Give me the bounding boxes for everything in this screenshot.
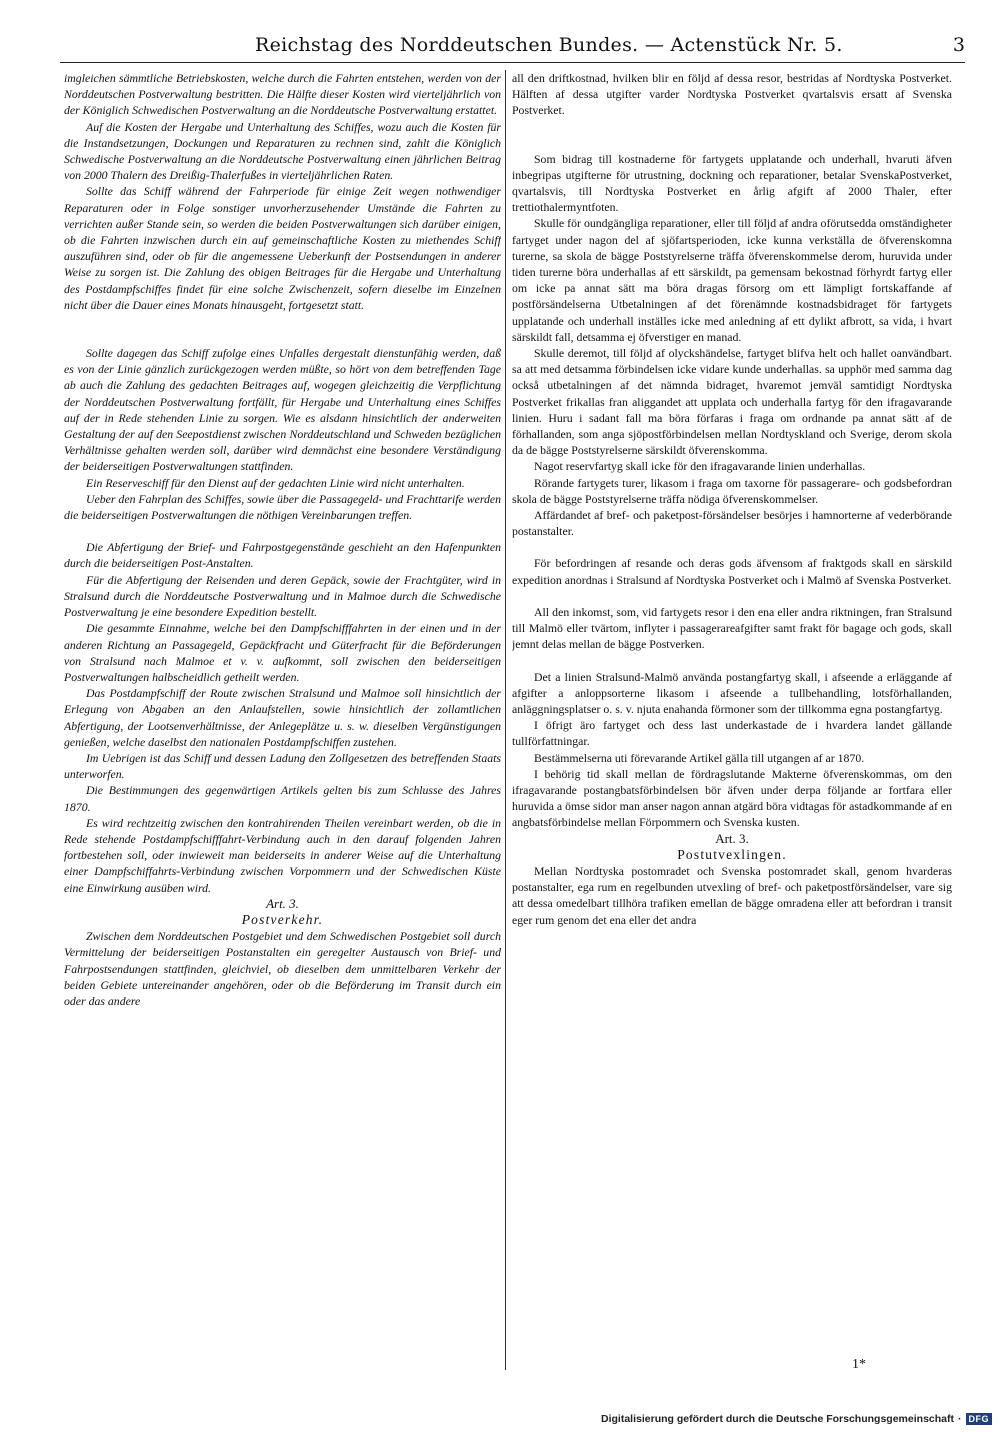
signature-mark: 1* — [852, 1357, 866, 1372]
paragraph: Nagot reservfartyg skall icke för den ifragavarande linien underhallas. — [534, 459, 866, 474]
paragraph: Affärdandet af bref- och paketpost-försändelser besörjes i hamnorterne af vederbörande postanstalter. — [512, 508, 952, 539]
paragraph: Det a linien Stralsund-Malmö använda postangfartyg skall, i afseende a erläggande af afgifter a anloppsorterne likasom i afseende a tullbehandling, lotsförhallanden, anläggningsplatser o. s. v. njuta enahanda förmoner som der tillkomma egna postangfartyg. — [512, 669, 952, 716]
paragraph: Das Postdampfschiff der Route zwischen Stralsund und Malmoe soll hinsichtlich der Erlegung von Abgaben an den Anlaufstellen, sowie hinsichtlich der zollamtlichen Abfertigung, der Lootsenverhältnisse, der Anlegeplätze u. s. w. dieselben Vergünstigungen genießen, welche daselbst den nationalen Postdampfschiffen zustehen. — [64, 686, 501, 749]
paragraph: Die Abfertigung der Brief- und Fahrpostgegenstände geschieht an den Hafenpunkten durch die beiderseitigen Post-Anstalten. — [64, 540, 501, 571]
left-column-german — [64, 70, 501, 1370]
paragraph: I öfrigt äro fartyget och dess last underkastade de i hvardera landet gällande tullförfattningar. — [512, 718, 952, 749]
paragraph: För befordringen af resande och deras gods äfvensom af fraktgods skall en särskild expedition anordnas i Stralsund af Nordtyska Postverket och i Malmö af Svenska Postverket. — [512, 556, 952, 587]
article-subtitle: Postverkehr. — [241, 911, 324, 927]
paragraph: Für die Abfertigung der Reisenden und deren Gepäck, sowie der Frachtgüter, wird in Stralsund durch die Norddeutsche Postverwaltung und in Malmoe durch die Schwedische Postverwaltung je eine besondere Expedition bestellt. — [64, 572, 501, 620]
dfg-logo[interactable]: DFG — [966, 1413, 993, 1425]
article-title: Art. 3. — [266, 895, 299, 911]
paragraph: Rörande fartygets turer, likasom i fraga om taxorne för passagerare- och godsbefordran skola de bägge Poststyrelserne träffa nödiga öfverenskommelser. — [512, 475, 952, 506]
paragraph: Zwischen dem Norddeutschen Postgebiet und dem Schwedischen Postgebiet soll durch Vermittelung der beiderseitigen Postanstalten ein geregelter Austausch von Brief- und Fahrpostsendungen stattfinden, gleichviel, ob dieselben dem unmittelbaren Verkehr der beiden Gebiete untereinander angehören, oder ob die Beförderung im Transit durch ein oder das andere — [64, 929, 501, 1008]
paragraph: Sollte das Schiff während der Fahrperiode für einige Zeit wegen nothwendiger Reparaturen oder in Folge sonstiger unvorherzusehender Umstände die Fahrten zu verrichten außer Stande sein, so werden die beiden Postverwaltungen sich darüber einigen, ob die Fahrten inzwischen durch ein auf gemeinschaftliche Kosten zu miethendes Schiff auszuführen sind, oder ob für die angemessene Ueberkunft der Postsendungen in anderer Weise zu sorgen ist. Die Zahlung des obigen Beitrages für die Hergabe und Unterhaltung des Postdampfschiffes findet für eine solche Zwischenzeit, sofern dieselbe im Einzelnen nicht über die Dauer eines Monats hinausgeht, fortgesetzt statt. — [64, 184, 501, 312]
footer — [601, 1411, 992, 1427]
paragraph: Ueber den Fahrplan des Schiffes, sowie über die Passagegeld- und Frachttarife werden die beiderseitigen Postverwaltungen die nöthigen Vereinbarungen treffen. — [64, 491, 501, 523]
paragraph: All den inkomst, som, vid fartygets resor i den ena eller andra riktningen, fran Stralsund till Malmö eller tvärtom, inflyter i passagerareafgifter samt frakt för bagage och gods, skall jemnt delas mellan de bägge Postverken. — [512, 604, 952, 652]
paragraph: Sollte dagegen das Schiff zufolge eines Unfalles dergestalt dienstunfähig werden, daß es von der Linie gänzlich zurückgezogen werden müßte, so hört von dem betreffenden Tage ab auch die Zahlung des gedachten Beitrages auf, wogegen gleichzeitig die Verpflichtung der Norddeutschen Postverwaltung fortfällt, für Hergabe und Unterhaltung eines Schiffes auf der in Rede stehenden Linie zu sorgen. Wie es alsdann hinsichtlich der anderweiten Gestaltung der auf den Seepostdienst zwischen Norddeutschland und Schweden bezüglichen Verhältnisse gehalten werden soll, darüber wird demnächst eine besondere Verständigung der beiderseitigen Postverwaltungen stattfinden. — [64, 346, 501, 474]
page-number: 3 — [952, 34, 965, 56]
paragraph: Ein Reserveschiff für den Dienst auf der gedachten Linie wird nicht unterhalten. — [86, 475, 465, 490]
paragraph: all den driftkostnad, hvilken blir en följd af dessa resor, bestridas af Nordtyska Postverket. Hälften af dessa utgifter varder Nordtyska Postverket qvartalsvis ersatt af Svenska Postverket. — [512, 71, 952, 118]
paragraph: Die gesammte Einnahme, welche bei den Dampfschifffahrten in der einen und in der anderen Richtung an Passagegeld, Gepäckfracht und Güterfracht für die Beförderungen von Stralsund nach Malmoe et v. v. aufkommt, soll zwischen den beiderseitigen Postverwaltungen halbscheidlich getheilt werden. — [64, 621, 501, 684]
header-title: Reichstag des Norddeutschen Bundes. — Actenstück Nr. 5. — [255, 34, 843, 56]
paragraph: Bestämmelserna uti förevarande Artikel gälla till utgangen af ar 1870. — [534, 750, 865, 765]
paragraph: Die Bestimmungen des gegenwärtigen Artikels gelten bis zum Schlusse des Jahres 1870. — [64, 783, 501, 814]
article-title: Art. 3. — [715, 830, 749, 846]
article-subtitle: Postutvexlingen. — [677, 846, 787, 862]
footer-separator: · — [958, 1413, 962, 1425]
paragraph: Skulle för oundgängliga reparationer, eller till följd af andra oförutsedda omständigheter fartyget under nagon del af sjöfartsperioden, icke kunna verkställa de öfverenskomna turerne, sa skola de bägge Poststyrelserne träffa öfverenskommelse derom, huruvida under tiden turerne böra underhallas af ett särskildt, pa gemensam bekostnad förhyrdt fartyg eller om icke pa annat sätt ma böra dragas försorg om ett lämpligt fortskaffande af postförsändelserna Utbetalningen af det förenämnde kostnadsbidraget för fartygets upplatande och underhall inställes icke med anledning af ett dylikt afbrott, sa vida, i hvart särskildt fall, detsamma ej öfverstiger en manad. — [512, 216, 952, 344]
paragraph: I behörig tid skall mellan de fördragslutande Makterne öfverenskommas, om den ifragavarande postangbatsförbindelsen bör äfven under derpa följande ar fortfara eller huruvida a ömse sidor man anser nagon annan atgärd böra vidtagas för astadkommande af en angbatsförbindelse mellan Förpommern och Svenska kusten. — [512, 766, 952, 830]
paragraph: Im Uebrigen ist das Schiff und dessen Ladung den Zollgesetzen des betreffenden Staats unterworfen. — [64, 750, 501, 782]
paragraph: Som bidrag till kostnaderne för fartygets upplatande och underhall, hvaruti äfven inbegripas utgifterne för utrustning, dockning och reparationer, betalar SvenskaPostverket, qvartalsvis, till Nordtyska Postverket en årlig afgift af 2000 Thaler, efter trettiothalermyntfoten. — [512, 151, 952, 215]
footer-text: Digitalisierung gefördert durch die Deutsche Forschungsgemeinschaft — [601, 1413, 954, 1425]
paragraph: Mellan Nordtyska postomradet och Svenska postomradet skall, genom hvarderas postanstalter, ega rum en regelbunden utvexling of bref- och paketpostförsändelser, vare sig att dessa omedelbart tillhöra trafiken emellan de bägge omradena eller att befordran i transit eger rum genom det ena eller det andra — [512, 863, 952, 927]
paragraph: imgleichen sämmtliche Betriebskosten, welche durch die Fahrten entstehen, werden von der Norddeutschen Postverwaltung bestritten. Die Hälfte dieser Kosten wird vierteljährlich von der Königlich Schwedischen Postverwaltung an die Norddeutsche Postverwaltung erstattet. — [64, 71, 501, 118]
page-header — [60, 34, 965, 63]
right-column-swedish — [512, 70, 952, 1370]
paragraph: Skulle deremot, till följd af olyckshändelse, fartyget blifva helt och hallet oanvändbart. sa att med detsamma förbindelsen icke vidare kunde underhallas. sa upphör med samma dag också utbetalningen af det nämnda bidraget, hvaremot jemväl samtidigt Nordtyska Postverket frikallas fran aliggandet att upplata och underhalla fartyg för den ifragavarande linien. Huru i sadant fall ma böra förfaras i fraga om ordnande pa annat sätt af de förhallanden, som anga sjöpostförbindelsen mellan Nordtyskland och Sverige, derom skola da de bägge Poststyrelserne särskildt öfverenskomma. — [512, 346, 952, 458]
paragraph: Auf die Kosten der Hergabe und Unterhaltung des Schiffes, wozu auch die Kosten für die Instandsetzungen, Dockungen und Reparaturen zu rechnen sind, zahlt die Königlich Schwedische Postverwaltung an die Norddeutsche Postverwaltung einen jährlichen Beitrag von 2000 Thalern des Dreißig-Thalerfußes in vierteljährlichen Raten. — [64, 119, 501, 183]
paragraph: Es wird rechtzeitig zwischen den kontrahirenden Theilen vereinbart werden, ob die in Rede stehende Postdampfschifffahrt-Verbindung auch in den darauf folgenden Jahren fortbestehen soll, oder inwieweit man beiderseits in anderer Weise auf die Unterhaltung einer Dampfschiffahrts-Verbindung zwischen Vorpommern und der Schwedischen Küste eine Einwirkung ausüben wird. — [64, 815, 501, 895]
column-divider — [505, 70, 506, 1370]
